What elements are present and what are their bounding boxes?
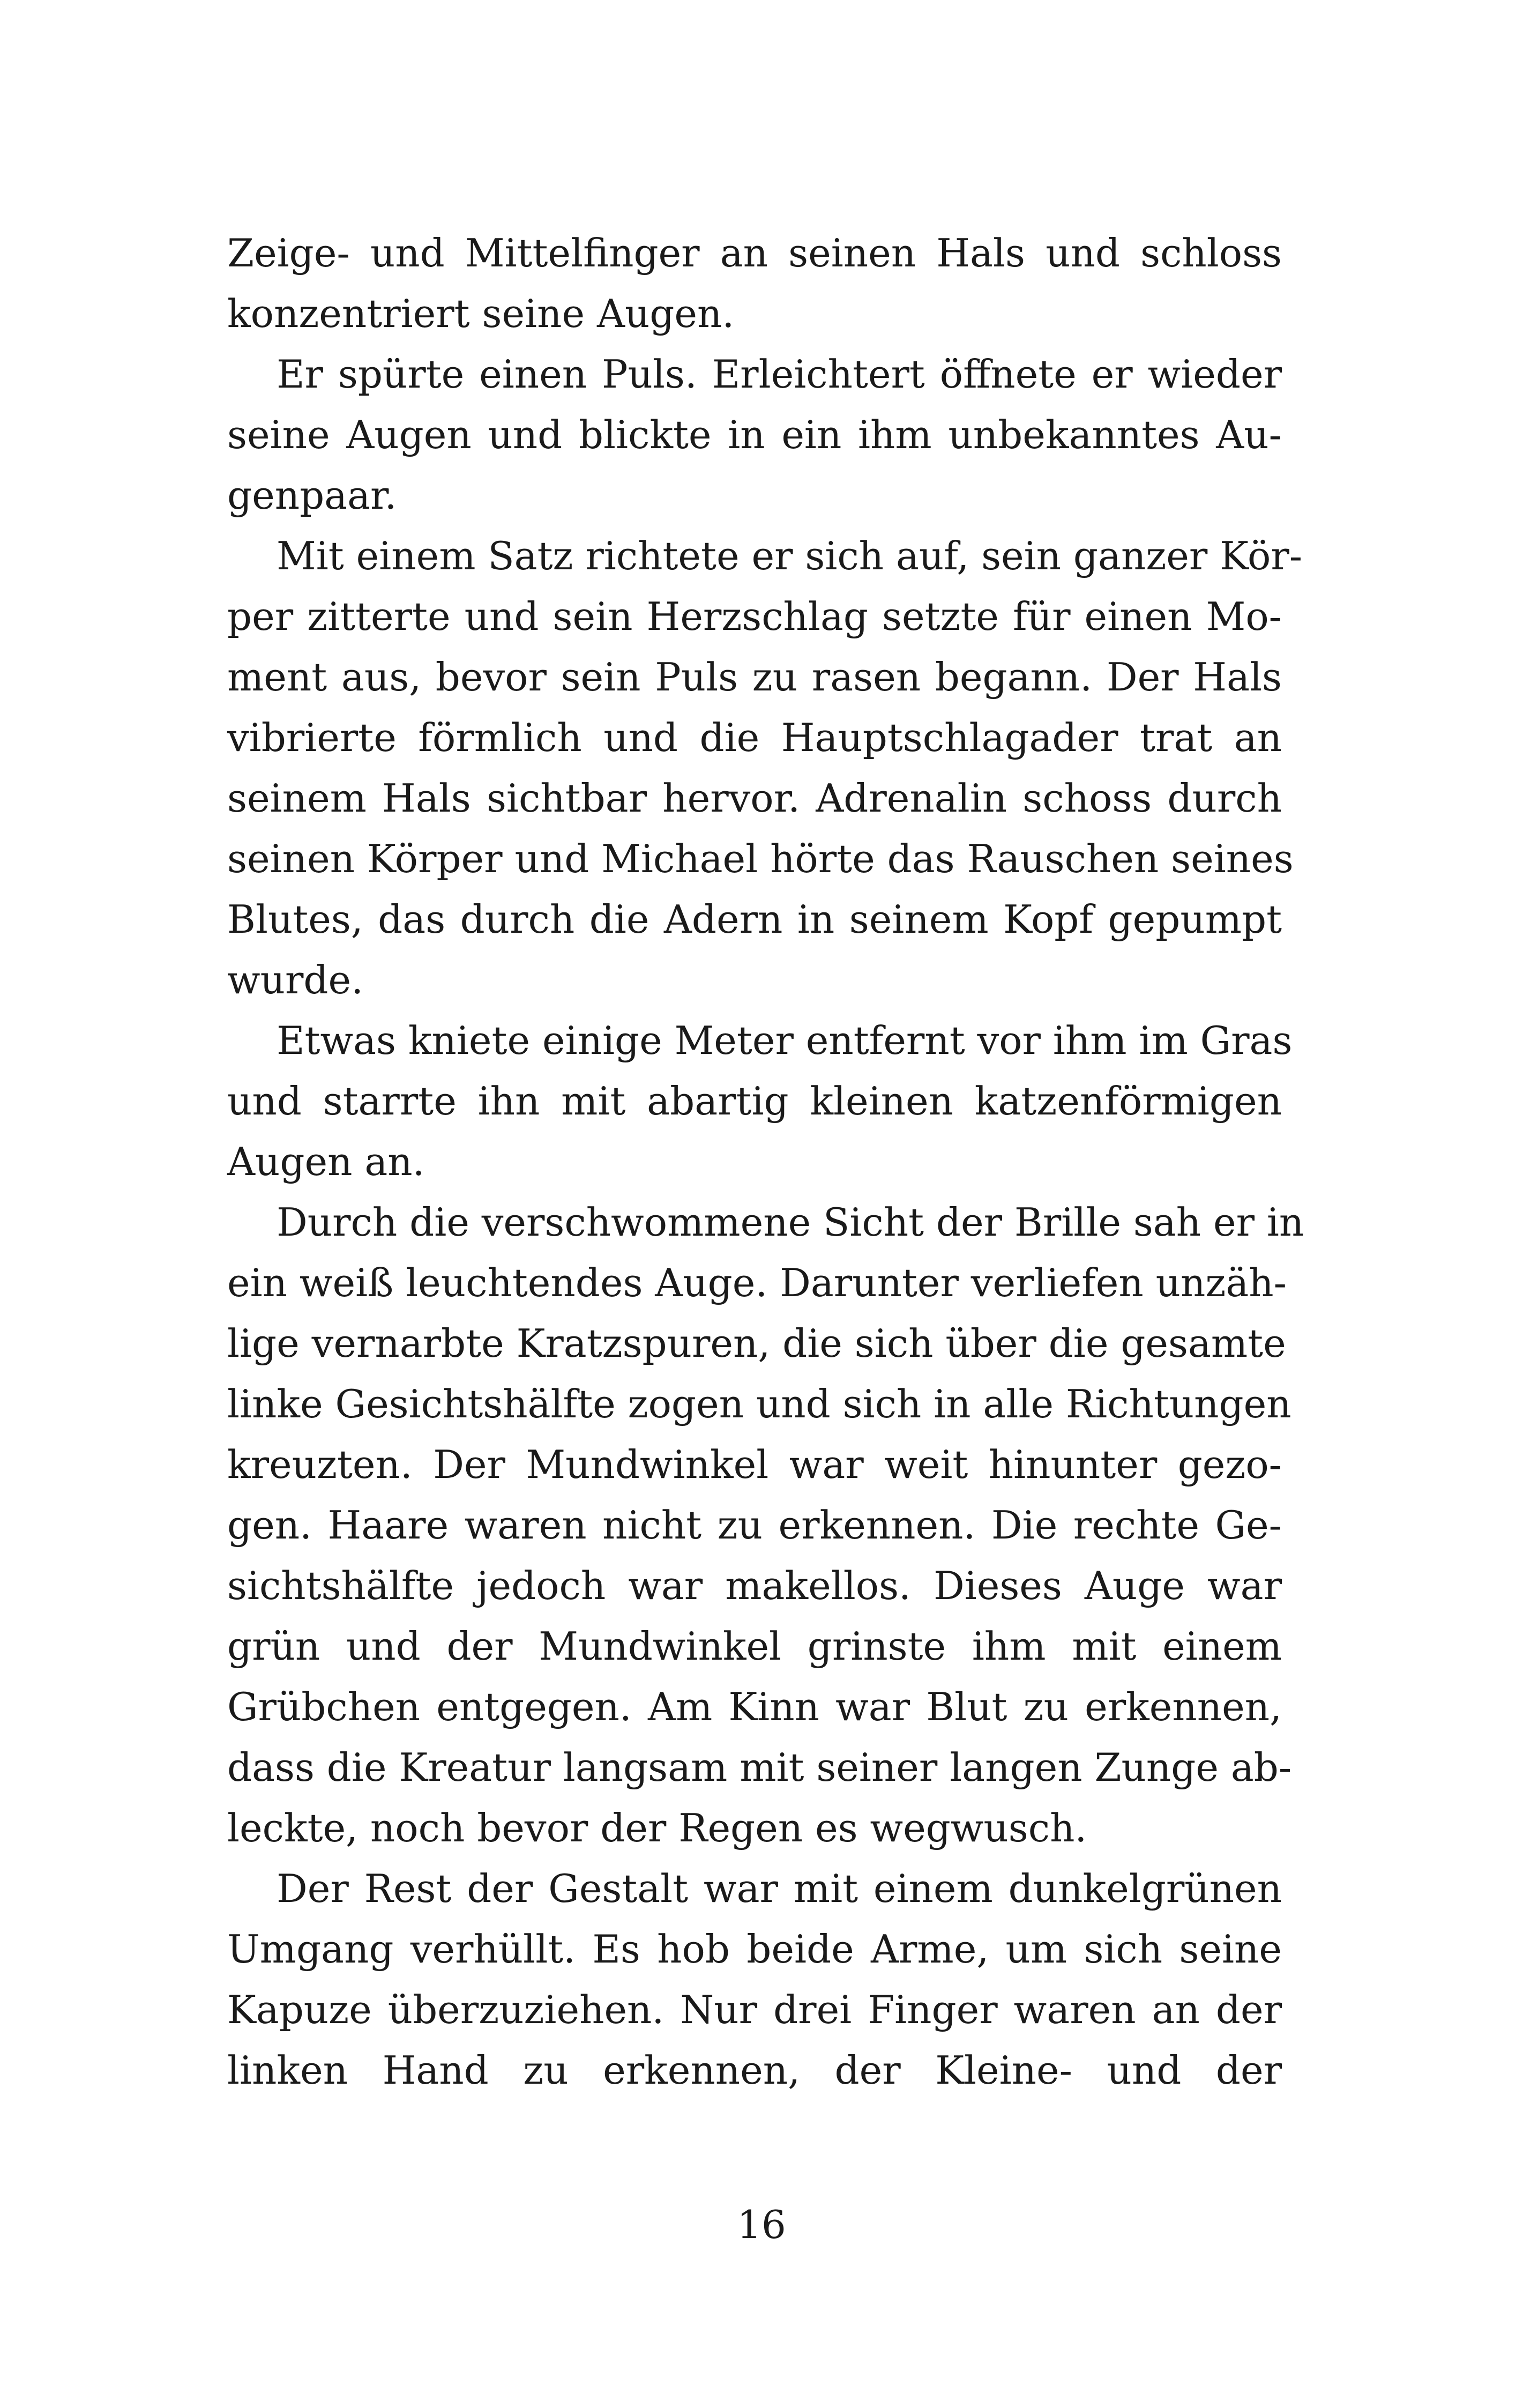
text-line: leckte, noch bevor der Regen es wegwusch. <box>227 1805 1087 1850</box>
text-line: gen. Haare waren nicht zu erkennen. Die rechte Ge- <box>227 1503 1282 1548</box>
text-line: seinen Körper und Michael hörte das Rauschen seines <box>227 836 1294 881</box>
text-line: sichtshälfte jedoch war makellos. Dieses Auge war <box>227 1563 1282 1608</box>
text-line: vibrierte förmlich und die Hauptschlagader trat an <box>227 715 1282 760</box>
text-line: ment aus, bevor sein Puls zu rasen begann. Der Hals <box>227 655 1282 700</box>
text-line: seinem Hals sichtbar hervor. Adrenalin schoss durch <box>227 776 1282 821</box>
text-line: Der Rest der Gestalt war mit einem dunkelgrünen <box>277 1866 1282 1911</box>
text-line: Durch die verschwommene Sicht der Brille sah er in <box>277 1200 1304 1245</box>
text-line: ein weiß leuchtendes Auge. Darunter verliefen unzäh- <box>227 1260 1287 1305</box>
text-line: und starrte ihn mit abartig kleinen katzenförmigen <box>227 1079 1282 1124</box>
text-line: Umgang verhüllt. Es hob beide Arme, um sich seine <box>227 1927 1282 1972</box>
text-line: per zitterte und sein Herzschlag setzte für einen Mo- <box>227 594 1282 639</box>
text-line: Mit einem Satz richtete er sich auf, sein ganzer Kör- <box>277 533 1303 578</box>
body-text <box>227 223 1304 2101</box>
text-line: dass die Kreatur langsam mit seiner langen Zunge ab- <box>227 1745 1292 1790</box>
text-line: wurde. <box>227 957 364 1002</box>
text-line: linke Gesichtshälfte zogen und sich in alle Richtungen <box>227 1381 1291 1426</box>
text-line: seine Augen und blickte in ein ihm unbekanntes Au- <box>227 412 1282 457</box>
text-line: Grübchen entgegen. Am Kinn war Blut zu erkennen, <box>227 1684 1282 1729</box>
text-line: konzentriert seine Augen. <box>227 291 735 336</box>
text-line: Etwas kniete einige Meter entfernt vor ihm im Gras <box>277 1018 1293 1063</box>
text-line: Blutes, das durch die Adern in seinem Kopf gepumpt <box>227 897 1282 942</box>
text-line: Er spürte einen Puls. Erleichtert öffnete er wieder <box>277 352 1282 397</box>
text-line: Augen an. <box>227 1139 425 1184</box>
text-line: genpaar. <box>227 473 397 518</box>
text-line: kreuzten. Der Mundwinkel war weit hinunter gezo- <box>227 1442 1282 1487</box>
text-line: Kapuze überzuziehen. Nur drei Finger waren an der <box>227 1987 1282 2032</box>
text-line: Zeige- und Mittelfinger an seinen Hals und schloss <box>227 231 1282 276</box>
text-line: lige vernarbte Kratzspuren, die sich über die gesamte <box>227 1321 1286 1366</box>
text-line: grün und der Mundwinkel grinste ihm mit einem <box>227 1624 1282 1669</box>
page-number: 16 <box>737 2202 786 2247</box>
text-line: linken Hand zu erkennen, der Kleine- und der <box>227 2048 1282 2093</box>
